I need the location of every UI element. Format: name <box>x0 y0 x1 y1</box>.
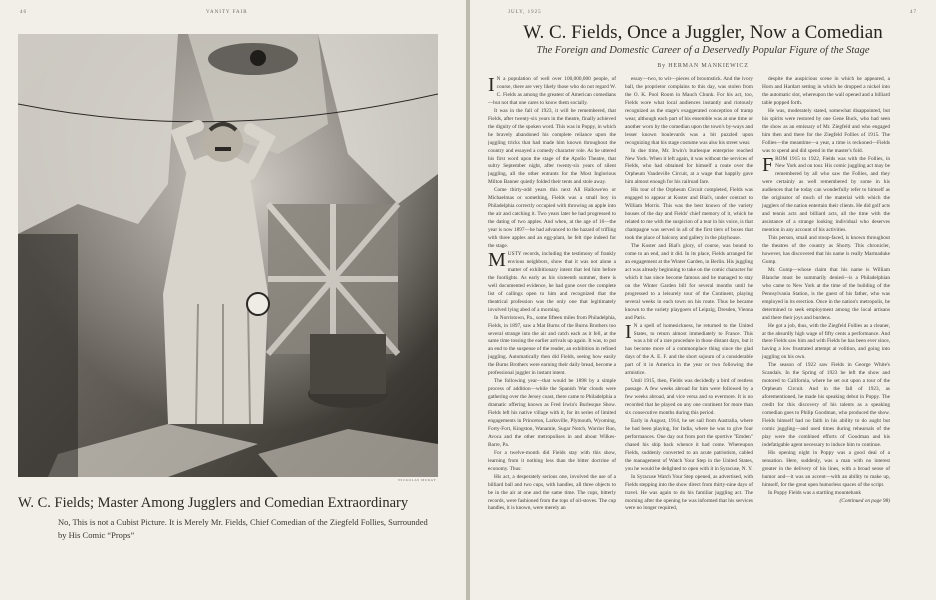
drop-cap: F <box>762 153 774 176</box>
article-paragraph <box>762 108 890 156</box>
paragraph-text: ROM 1915 to 1922, Fields was with the Follies, in New York and on tour. His comic juggling act may be remembered by all who saw the Follies, and they were certainly as well remembered by some in his audiences that he today can wonderfully refer to himself as the originator of much of the material with which the jugglers of the nation entertain their clients. He did golf acts and tennis acts and billiard acts, all the time with the assistance of a strange looking individual who deserves mention in any account of his activities. <box>762 155 890 234</box>
photo-headline: W. C. Fields; Master Among Jugglers and Comedian Extraordinary <box>18 495 409 511</box>
article-paragraph <box>762 235 890 267</box>
photo-credit: NICKOLAS MURAY <box>398 478 437 482</box>
paragraph-text: He got a job, thus, with the Ziegfeld Follies as a cleaner, at the absurdly high wage of fifty cents a performance. And there Fields saw him and with Fields he has been ever since, having a low frustrated attempt at volition, and going into juggling on his own. <box>762 322 890 361</box>
article-paragraph <box>762 323 890 363</box>
article-subtitle: The Foreign and Domestic Career of a Deservedly Popular Figure of the Stage <box>536 45 870 56</box>
paragraph-text: N a population of well over 100,000,000 people, of course, there are very likely those who do not regard W. C. Fields as among the greatest of American comedians—but not that one cares to know them socially. <box>488 76 616 106</box>
paragraph-text: Early in August, 1914, he set sail from Australia, where he had been playing, for India, where he was to give four performances. One day out from port the sportive "Emden" chased his ship back whence it had come. Whereupon Fields, suddenly converted to an acute patriotism, cabled the management of Watch Your Step in the United States, you he would be delighted to open with it in Syracuse, N. Y. <box>625 417 753 472</box>
paragraph-text: It was in the fall of 1923, it will be remembered, that Fields, after twenty-six years in the theatre, finally achieved the dignity of the spoken word. This was in Poppy, in which he bravely abandoned his complete reliance upon the juggling tricks that had made him known throughout the country and essayed a comedy character role. As he uttered his first word upon the stage of the Apollo Theatre, that sultry September night, after twenty-six years of silent juggling, all the other entrants for the Most Inglorious Milton Banner quietly folded their tents and stole away. <box>488 107 616 186</box>
article-paragraph <box>625 378 753 418</box>
article-paragraph <box>488 187 616 251</box>
running-head: VANITY FAIR <box>206 10 248 15</box>
paragraph-text: The following year—that would be 1898 by a simple process of addition—while the Spanish War clouds were gathering over the Jersey coast, there came to Philadelphia a dramatic offering known as Fred Irwin's Burlesque Show. Fields left his native village with it, for its series of limited engagements in Princeton, Larksville, Plymouth, Wyoming, Forty-Fort, Kingston, Wanamie, Sugar Notch, Warrior Run, Avoca and the other metropolises in and about Wilkes-Barre, Pa. <box>488 378 616 448</box>
paragraph-text: In Norristown, Pa., some fifteen miles from Philadelphia, Fields, in 1897, saw a Mat Burns of the Burns Brothers too several strange into the air and catch each as it fell, at the same time tossing the earlier arrivals up again. It was, to put an end to the suspense of the reader, an exhibition in refined juggling. Automatically then did Fields, seeing how easily the Burns Brothers were earning their daily bread, become a professional juggler in instant intent. <box>488 314 616 377</box>
drop-cap: I <box>488 76 495 96</box>
paragraph-text: In due time, Mr. Irwin's burlesque enterprise reached New York. When it left again, it was without the services of Fields, who had obtained for himself a route over the Orpheum Vaudeville Circuit, at a wage that happily gave him almost enough for his railroad fare. <box>625 147 753 186</box>
article-paragraph <box>762 153 890 236</box>
paragraph-text: Until 1915, then, Fields was decidedly a bird of restless passage. A few weeks abroad for him were followed by a few weeks abroad, and vice versa and so evermore. It is no recorded that he played on any one continent for more than six consecutive months during this period. <box>625 378 753 417</box>
paragraph-text: In Syracuse Watch Your Step opened, as advertised, with Fields stepping into the show direct from thirty-nine days of travel. He was again to do his familiar juggling act. The morning after the opening he was informed that his services were no longer required, <box>625 473 753 512</box>
paragraph-text: N a spell of homesickness, he returned to the United States, to return almost immediately to France. This was a bit of a rare procedure in those distant days, but it has become more of a commonplace thing since the glad days of the A. E. F. and the short sojourn of a considerable part of it in America in the year or two following the armistice. <box>625 322 753 377</box>
page-number: 46 <box>20 10 27 15</box>
article-paragraph <box>488 315 616 379</box>
article-paragraph <box>625 474 753 514</box>
paragraph-text: His opening night in Poppy was a good deal of a sensation. Here, suddenly, was a man with no interest greater in the delivery of his lines, with a broad sense of humor and—it was an accent—with an ability to make up, himself, for the great open humorless spaces of the script. <box>762 449 890 488</box>
article-paragraph <box>625 187 753 243</box>
paragraph-text: essay—two, to wit—pieces of broomstick. And the ivory ball, the proprietor complains to this day, was stolen from the O. K. Pool Room in Mauch Chunk. For his act, too, Fields wore what local audiences instantly and riotously recognized as the stage's exaggerated conception of tramp wear, although each part of his ensemble was at one time or another worn by the comedian upon the town's by-ways and lesser known boulevards was a bit puzzled upon recognizing that his stage costume was also his street wear. <box>625 76 753 146</box>
article-paragraph <box>762 450 890 490</box>
paragraph-text: The Koster and Bial's glory, of course, was bound to come to an end, and it did. In its place, Fields arranged for an engagement at the Winter Garden, in Berlin. His juggling act was already beginning to take on the comic character for which it has since become famous and he managed to stay on the Winter Garden bill for several months until he progressed to a leisurely tour of the Continent, playing several weeks in each town on his route. Thus he became known to the variety playgoers of Leipzig, Dresden, Vienna and Paris. <box>625 243 753 321</box>
left-page <box>0 0 466 600</box>
article-paragraph <box>625 76 753 148</box>
article-paragraph <box>488 378 616 450</box>
article-paragraph <box>762 490 890 498</box>
paragraph-text: Come thirty-odd years this next All Hallowe'en or Michaelmas or something, Fields was a small boy in Philadelphia correctly occupied with throwing an apple into the air and catching it. Two years later he had progressed to the dating of two apples. And when, at the age of 16—the year is now 1897—he had advanced to the hazard of trifling with three apples and an egg-plant, he felt ripe indeed for the stage. <box>488 187 616 250</box>
paragraph-text: This person, small and stoop-faced, is known throughout the theatres of the country as Shorty. This chronicler, however, has discovered that his name is really Marmaduke Gump. <box>762 235 890 265</box>
article-byline: By HERMAN MANKIEWICZ <box>657 63 749 69</box>
drop-cap: M <box>488 248 506 271</box>
article-paragraph <box>488 450 616 474</box>
paragraph-text: He was, moderately stated, somewhat disappointed, but his spirits were restored by one Gene Buck, who had seen the show as an emissary of Mr. Ziegfeld and who engaged him then and there for the Ziegfeld Follies of 1915. The Follies—the meantime—a year, a time is reckoned—Fields was to spend and did spend in the master's fold. <box>762 107 890 154</box>
paragraph-text: USTY records, including the testimony of frankly envious neighbors, show that it was not alone a matter of exhibitionary intent that led him before the footlights. As early as his sixteenth summer, there is well documented evidence, he had gone over the complete list of callings open to him and recognized that the theatrical profession was the only one that legitimately involved lying abed of a morning. <box>488 250 616 313</box>
fields-photograph <box>18 34 438 477</box>
issue-date: JULY, 1925 <box>508 10 542 15</box>
paragraph-text: His act, a desperately serious one, involved the use of a billiard ball and two cups, with handles, all three objects to be in the air at one and the same time. The cups, bitterly records, were fashioned from the tops of oil-stoves. The cup handles, it is known, were merely an <box>488 473 616 512</box>
article-column-1 <box>488 76 616 588</box>
paragraph-text: For a twelve-month did Fields stay with this show, learning from it nothing less than the bitter doctrine of economy. Thus: <box>488 449 616 472</box>
article-paragraph <box>488 108 616 188</box>
photo-subhead: No, This is not a Cubist Picture. It is Merely Mr. Fields, Chief Comedian of the Ziegfeld Follies, Surrounded by His Comic “Props” <box>58 517 428 540</box>
article-column-2 <box>625 76 753 588</box>
article-title: W. C. Fields, Once a Juggler, Now a Comedian <box>523 22 883 43</box>
article-paragraph <box>625 148 753 188</box>
paragraph-text: In Poppy Fields was a startling mountebank <box>768 489 861 496</box>
drop-cap: I <box>625 320 632 343</box>
article-paragraph <box>488 474 616 514</box>
article-paragraph <box>488 76 616 108</box>
article-column-3 <box>762 76 890 588</box>
paragraph-text: The season of 1922 saw Fields in George White's Scandals. In the Spring of 1923 he left the show and motored to California, where he set out upon a tour of the Orpheum Circuit. And in the fall of 1923, as aforementioned, he made his speaking debut in Poppy. The credit for this discovery of his talents as a speaking comedian goes to Philip Goodman, who produced the show. Fields himself had no faith in his ability to do aught but comic juggling—and used times during rehearsals of the play were the combined efforts of Goodman and his indefatigable agent necessary to induce him to continue. <box>762 362 890 448</box>
article-paragraph <box>762 362 890 449</box>
paragraph-text: His tour of the Orpheum Circuit completed, Fields was engaged to appear at Koster and Bial's, under contract to William Morris. This was the best known of the variety houses of the day and Fields' chief memory of it, which he related to me with the suspicion of a tear in his voice, is that champagne was served in all of the first tiers of boxes that took the place of balcony and gallery in the playhouse. <box>625 187 753 242</box>
article-paragraph <box>762 267 890 323</box>
paragraph-text: despite the auspicious scene in which he appeared, a Horn and Hardart setting in which he dropped a nickel into the automatic slot, whereupon the wall opened and a billiard table popped forth. <box>762 76 890 106</box>
paragraph-text: Mr. Gump—whose claim that his name is William Blanche must be summarily denied—is a Philadelphian who came to New York at the time of the building of the Pennsylvania Station, is the guest of his father, who was employed in its erection. Once in the nation's metropolis, he determined to seek employment among the local artisans and there their joys and burdens. <box>762 266 890 321</box>
article-paragraph <box>625 320 753 379</box>
article-paragraph <box>625 418 753 474</box>
article-paragraph <box>625 243 753 323</box>
page-number: 47 <box>910 10 917 15</box>
article-paragraph <box>762 76 890 108</box>
continued-note: (Continued on page 98) <box>839 497 890 504</box>
article-paragraph <box>488 248 616 315</box>
